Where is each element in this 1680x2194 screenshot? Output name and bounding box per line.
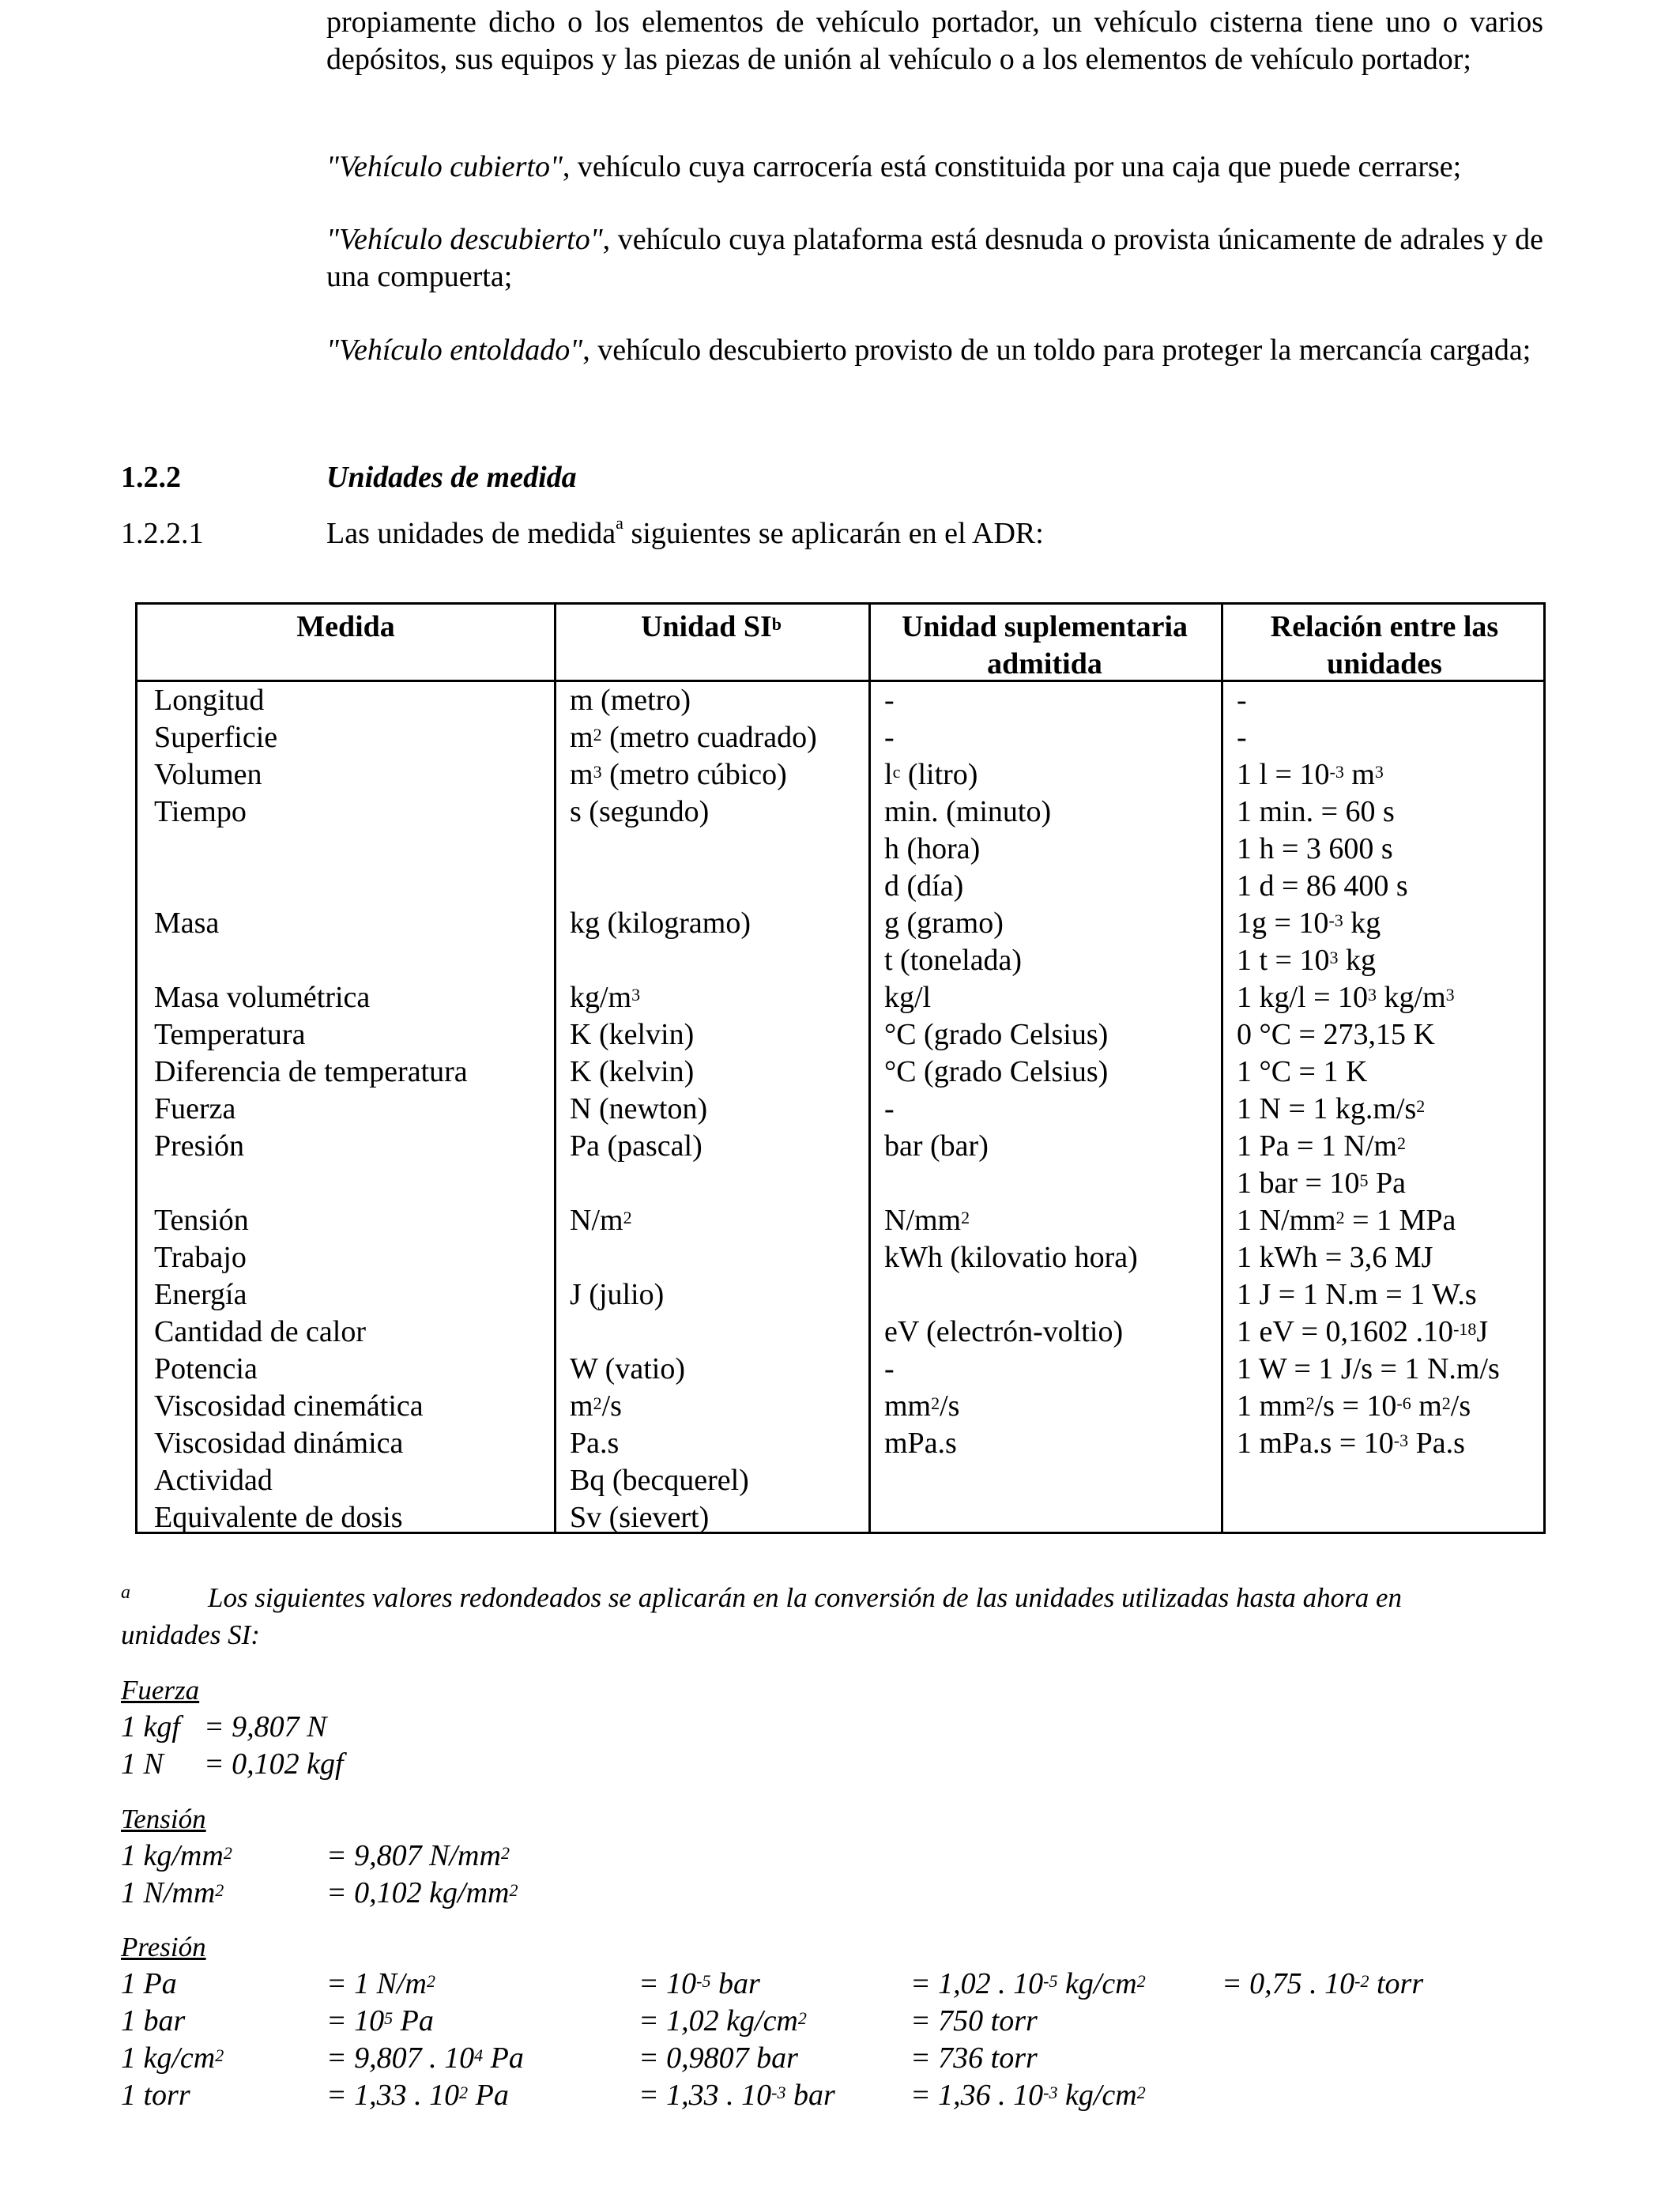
subsection-number: 1.2.2.1 [121,517,204,550]
cell-medida: Viscosidad cinemática [154,1389,424,1423]
cell-relacion: 1 $t = 10^3$ kg [1237,944,1376,977]
header-line: unidades [1327,647,1442,680]
cell-relacion: 1 Pa = 1 $N/m^2$ [1237,1129,1406,1163]
presion-conversion-value: = 0,9807 bar [638,2041,798,2075]
cell-relacion: 1 eV = 0,1602 $.10^{-18}J$ [1237,1315,1489,1348]
presion-heading: Presión [121,1932,206,1962]
cell-unidad-suplementaria: min. (minuto) [884,795,1052,828]
cell-unidad-suplementaria: h (hora) [884,832,981,865]
cell-medida: Equivalente de dosis [154,1501,403,1534]
footnote-mark: a [121,1582,130,1603]
cell-medida: Longitud [154,684,265,717]
cell-unidad-si: s (segundo) [570,795,710,828]
definition-text: , vehículo cuya carrocería está constituida por una caja que puede cerrarse; [562,150,1462,183]
intro-paragraph-1: propiamente dicho o los elementos de vehículo portador, un vehículo cisterna tiene uno o varios depósitos, sus equipos y las piezas de unión al vehículo o a los elementos de vehículo portador; [326,6,1543,76]
cell-relacion: 1 min. = 60 s [1237,795,1395,828]
cell-unidad-si: Pa (pascal) [570,1129,703,1163]
presion-conversion-value: 1 Pa [121,1967,177,2000]
tension-conversion-value: 1 $N/mm^2$ [121,1876,224,1909]
cell-unidad-si: $m^3$ (metro cúbico) [570,758,787,791]
cell-unidad-suplementaria: kg/l [884,981,932,1014]
presion-conversion-value: = 0,75 . $10^{-2}$ torr [1222,1967,1424,2000]
header-unidad-si [554,609,868,646]
definition-text: , vehículo cuya plataforma está desnuda o provista únicamente de adrales y de una compuerta; [326,223,1543,293]
definition-vehiculo-entoldado [326,332,1543,369]
presion-conversion-value: = $10^{-5}$ bar [638,1967,760,2000]
cell-medida: Presión [154,1129,244,1163]
cell-unidad-si: Pa.s [570,1427,620,1460]
tension-conversion-value: = 9,807 $N/mm^2$ [326,1839,510,1872]
cell-unidad-suplementaria: - [884,1352,895,1385]
cell-unidad-si: kg (kilogramo) [570,907,751,940]
cell-relacion: 1 kWh = 3,6 MJ [1237,1241,1433,1274]
presion-conversion-value: = 1,02 . $10^{-5}$ $kg/cm^2$ [910,1967,1146,2000]
header-medida: Medida [296,610,395,643]
cell-unidad-suplementaria: t (tonelada) [884,944,1023,977]
header-unidad-suplementaria [868,609,1221,683]
cell-relacion: 1 h = 3 600 s [1237,832,1393,865]
cell-medida: Fuerza [154,1092,236,1125]
cell-unidad-suplementaria: g (gramo) [884,907,1004,940]
tension-conversion-value: = 0,102 $kg/mm^2$ [326,1876,518,1909]
cell-relacion: 1 $l = 10^{-3}$ $m^3$ [1237,758,1384,791]
cell-medida: Energía [154,1278,247,1311]
cell-unidad-si: K (kelvin) [570,1055,695,1088]
cell-unidad-suplementaria: mPa.s [884,1427,957,1460]
fuerza-conversion-value: 1 kgf [121,1710,180,1744]
cell-unidad-suplementaria: kWh (kilovatio hora) [884,1241,1138,1274]
cell-unidad-si: m (metro) [570,684,691,717]
cell-unidad-suplementaria: °C (grado Celsius) [884,1055,1109,1088]
presion-conversion-value: = 9,807 . $10^4$ Pa [326,2041,524,2075]
cell-medida: Masa volumétrica [154,981,371,1014]
cell-medida: Volumen [154,758,262,791]
cell-unidad-suplementaria: $l^c$ (litro) [884,758,978,791]
cell-unidad-suplementaria: - [884,721,895,754]
cell-relacion: - [1237,684,1247,717]
cell-relacion: 1 $kg/l = 10^3$ $kg/m^3$ [1237,981,1455,1014]
presion-conversion-value: = 1,02 $kg/cm^2$ [638,2004,807,2038]
cell-medida: Superficie [154,721,278,754]
subsection-text-a: Las unidades de medida [326,517,616,550]
definition-text: , vehículo descubierto provisto de un toldo para proteger la mercancía cargada; [582,334,1531,367]
cell-unidad-suplementaria: d (día) [884,869,964,903]
cell-unidad-suplementaria: eV (electrón-voltio) [884,1315,1124,1348]
cell-unidad-si: Sv (sievert) [570,1501,710,1534]
column-divider [868,605,871,1532]
cell-relacion: 1 J = 1 N.m = 1 W.s [1237,1278,1477,1311]
tension-heading: Tensión [121,1804,206,1834]
cell-unidad-suplementaria: bar (bar) [884,1129,989,1163]
cell-relacion: 1 bar = $10^5$ Pa [1237,1167,1406,1200]
cell-medida: Trabajo [154,1241,247,1274]
cell-unidad-si: J (julio) [570,1278,665,1311]
header-line: admitida [987,647,1102,680]
header-line: Unidad suplementaria [901,610,1188,643]
footnote-text-line1: Los siguientes valores redondeados se aplicarán en la conversión de las unidades utilizadas hasta ahora en [208,1582,1403,1613]
cell-medida: Potencia [154,1352,258,1385]
presion-conversion-value: = $10^5$ Pa [326,2004,434,2038]
cell-relacion: 1 $mm^2/s = 10^{-6}$ $m^2/s$ [1237,1389,1471,1423]
cell-medida: Tiempo [154,795,247,828]
presion-conversion-value: = 1,33 . $10^{-3}$ bar [638,2079,835,2112]
cell-medida: Viscosidad dinámica [154,1427,404,1460]
cell-unidad-si: N (newton) [570,1092,708,1125]
header-unidad-si-label: Unidad SI [640,610,772,643]
column-divider [554,605,556,1532]
term-vehiculo-entoldado: "Vehículo entoldado" [326,334,583,367]
cell-relacion: 1 $mPa.s = 10^{-3}$ Pa.s [1237,1427,1465,1460]
cell-medida: Masa [154,907,220,940]
cell-relacion: - [1237,721,1247,754]
column-divider [1221,605,1223,1532]
cell-unidad-suplementaria: $mm^2/s$ [884,1389,960,1423]
cell-medida: Cantidad de calor [154,1315,367,1348]
header-line: Relación entre las [1270,610,1499,643]
presion-conversion-value: 1 bar [121,2004,186,2038]
cell-relacion: 1 N = 1 $kg.m/s^2$ [1237,1092,1426,1125]
fuerza-heading: Fuerza [121,1675,200,1706]
presion-conversion-value: = 736 torr [910,2041,1038,2075]
cell-relacion: 1 d = 86 400 s [1237,869,1408,903]
cell-relacion: 0 °C = 273,15 K [1237,1018,1435,1051]
cell-medida: Tensión [154,1204,249,1237]
presion-conversion-value: = 1 $N/m^2$ [326,1967,435,2000]
cell-unidad-si: $N/m^2$ [570,1204,632,1237]
footnote-text-line2: unidades SI: [121,1619,260,1650]
fuerza-conversion-value: 1 N [121,1747,164,1781]
cell-relacion: 1 $N/mm^2 = 1$ MPa [1237,1204,1456,1237]
fuerza-conversion-value: = 0,102 kgf [204,1747,344,1781]
cell-unidad-suplementaria: - [884,1092,895,1125]
presion-conversion-value: 1 $kg/cm^2$ [121,2041,224,2075]
footnote-ref-a: a [616,513,623,533]
cell-medida: Diferencia de temperatura [154,1055,468,1088]
presion-conversion-value: 1 torr [121,2079,190,2112]
term-vehiculo-descubierto: "Vehículo descubierto" [326,223,603,256]
footnote-ref-b: b [771,614,782,634]
presion-conversion-value: = 1,33 . $10^2$ Pa [326,2079,509,2112]
cell-unidad-si: Bq (becquerel) [570,1464,749,1497]
cell-unidad-si: $m^2$ (metro cuadrado) [570,721,817,754]
cell-unidad-suplementaria: °C (grado Celsius) [884,1018,1109,1051]
tension-conversion-value: 1 $kg/mm^2$ [121,1839,232,1872]
cell-relacion: 1 °C = 1 K [1237,1055,1368,1088]
cell-unidad-si: $kg/m^3$ [570,981,641,1014]
cell-medida: Actividad [154,1464,273,1497]
cell-unidad-si: K (kelvin) [570,1018,695,1051]
header-relacion [1221,609,1548,683]
cell-medida: Temperatura [154,1018,306,1051]
cell-relacion: 1 W = 1 J/s = 1 N.m/s [1237,1352,1500,1385]
section-title: Unidades de medida [326,461,577,494]
cell-unidad-suplementaria: $N/mm^2$ [884,1204,970,1237]
section-number: 1.2.2 [121,461,181,494]
fuerza-conversion-value: = 9,807 N [204,1710,327,1744]
presion-conversion-value: = 1,36 . $10^{-3}$ $kg/cm^2$ [910,2079,1146,2112]
cell-unidad-si: $m^2/s$ [570,1389,622,1423]
subsection-text [326,513,1044,551]
units-table [135,602,1546,1534]
cell-relacion: $1g = 10^{-3}$ kg [1237,907,1381,940]
presion-conversion-value: = 750 torr [910,2004,1038,2038]
subsection-text-b: siguientes se aplicarán en el ADR: [623,517,1044,550]
definition-vehiculo-cubierto [326,149,1543,186]
term-vehiculo-cubierto: "Vehículo cubierto" [326,150,563,183]
cell-unidad-suplementaria: - [884,684,895,717]
definition-vehiculo-descubierto [326,221,1543,296]
cell-unidad-si: W (vatio) [570,1352,685,1385]
